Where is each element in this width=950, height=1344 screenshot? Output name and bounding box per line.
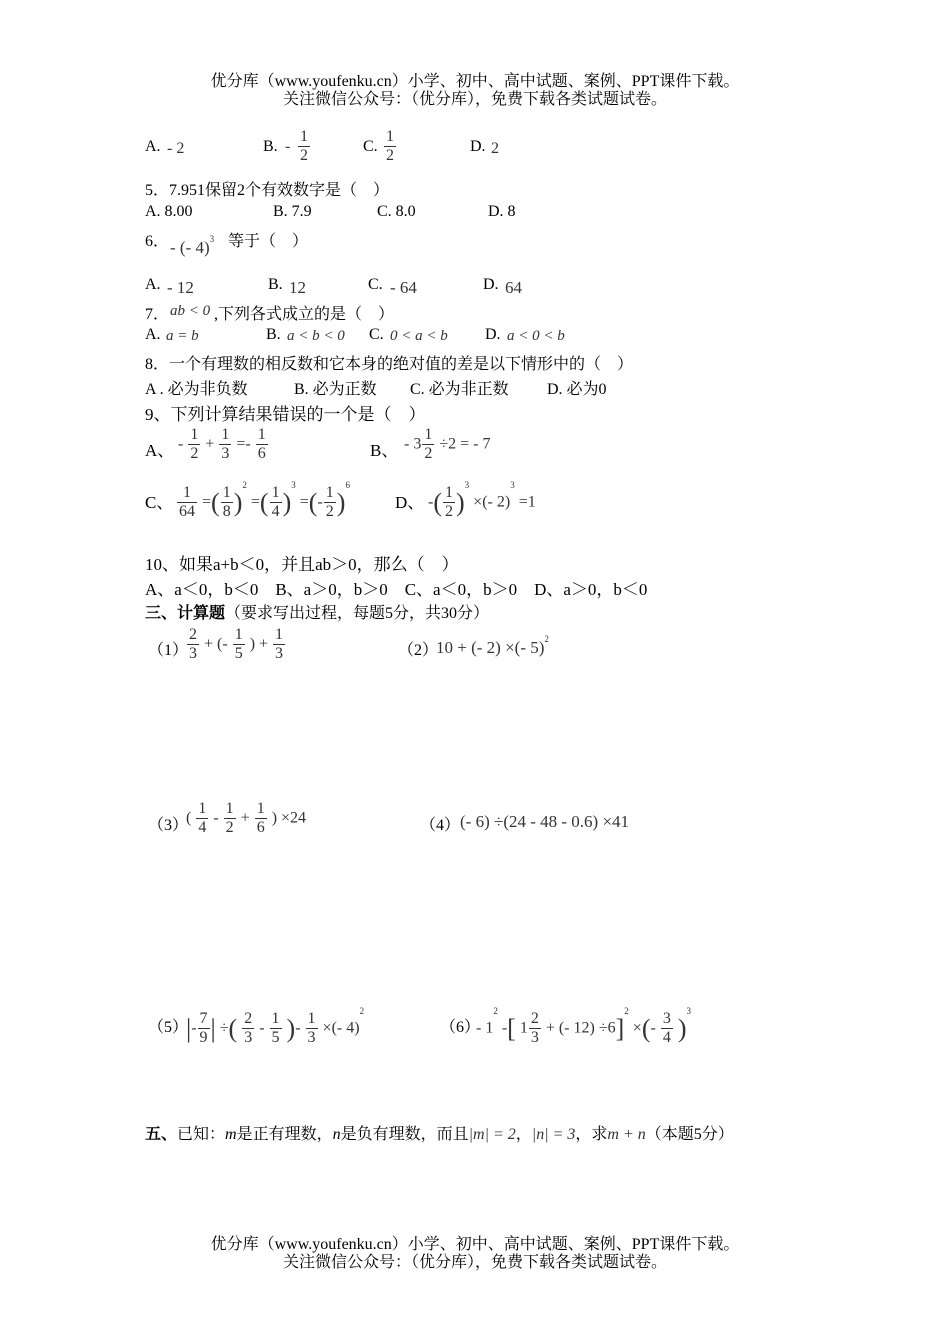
q8-option-c: C. 必为非正数 <box>410 381 509 398</box>
q8-option-a: A . 必为非负数 <box>145 381 248 398</box>
q7-condition: ab < 0 <box>170 303 211 319</box>
q7-d-value: a < 0 < b <box>507 328 565 344</box>
q4-a-value: - 2 <box>167 140 185 157</box>
q6-expression: - (- 4)$^3$ <box>170 234 215 257</box>
problem-3-label: （3） <box>148 817 189 834</box>
q6-b-value: 12 <box>289 278 306 297</box>
problem-1-expression: $\frac{2}{3}$ + (- $\frac{1}{5}$ ) + $\frac{1}{3}$ <box>189 626 284 663</box>
q7-c-value: 0 < a < b <box>390 328 448 344</box>
problem-4-expression: (- 6) ÷(24 - 48 - 0.6) ×41 <box>460 812 630 831</box>
q9-d-expression: -( $\frac{1}{2}$ )$^3$ ×(- 2)$^3$ =1 <box>428 480 536 521</box>
q6-d-value: 64 <box>505 278 522 297</box>
q7-a-label: A. <box>145 326 161 343</box>
q8-option-d: D. 必为0 <box>547 381 607 398</box>
q5-option-d: D. 8 <box>488 203 516 220</box>
q5-option-a: A. 8.00 <box>145 203 193 220</box>
q6-a-label: A. <box>145 276 161 293</box>
q4-b-label: B. <box>263 138 278 155</box>
q10-stem: 10、如果a+b＜0，并且ab＞0，那么（ ） <box>145 555 459 574</box>
q8-stem: 8．一个有理数的相反数和它本身的绝对值的差是以下情形中的（ ） <box>145 356 634 373</box>
header-line-2: 关注微信公众号：（优分库），免费下载各类试题试卷。 <box>282 91 667 108</box>
header-line-1: 优分库（www.youfenku.cn）小学、初中、高中试题、案例、PPT课件下载。 <box>210 73 740 90</box>
q9-stem: 9、下列计算结果错误的一个是（ ） <box>145 405 426 424</box>
q6-b-label: B. <box>268 276 283 293</box>
q6-c-value: - 64 <box>390 278 417 297</box>
q9-d-label: D、 <box>395 493 425 512</box>
q5-option-b: B. 7.9 <box>273 203 312 220</box>
q7-a-value: a = b <box>166 328 199 344</box>
section-3-heading: 三、计算题（要求写出过程，每题5分，共30分） <box>145 605 490 622</box>
q6-c-label: C. <box>368 276 383 293</box>
q9-b-expression: - 3 $\frac{1}{2}$ ÷2 = - 7 <box>404 426 491 463</box>
q9-c-label: C、 <box>145 493 174 512</box>
q6-d-label: D. <box>483 276 499 293</box>
q7-d-label: D. <box>485 326 501 343</box>
problem-3-expression: ( $\frac{1}{4}$ - $\frac{1}{2}$ + $\frac{1}{6}$ ) ×24 <box>186 800 307 837</box>
q7-tail: ,下列各式成立的是（ ） <box>214 306 395 323</box>
problem-6-label: （6） <box>440 1019 481 1036</box>
section-5-problem: 五、已知：m是正有理数，n是负有理数，而且|m| = 2，|n| = 3，求m + n（本题5分） <box>145 1126 734 1143</box>
q8-option-b: B. 必为正数 <box>294 381 377 398</box>
problem-6-expression: - $1^2$ -[ 1 $\frac{2}{3}$ + (- 12) ÷6]$^2$ ×(- $\frac{3}{4}$ )$^3$ <box>476 1006 691 1047</box>
problem-2-label: （2） <box>398 642 439 659</box>
q4-d-value: 2 <box>491 140 499 157</box>
q6-a-value: - 12 <box>167 278 194 297</box>
q4-b-fraction: $\frac{1}{2}$ <box>300 128 308 165</box>
q9-b-label: B、 <box>370 441 399 460</box>
q9-a-expression: - $\frac{1}{2}$ + $\frac{1}{3}$ =- $\frac{1}{6}$ <box>178 426 266 463</box>
q4-d-label: D. <box>470 138 486 155</box>
q7-c-label: C. <box>369 326 384 343</box>
problem-2-expression: 10 + (- 2) ×(- 5)$^2$ <box>436 634 549 657</box>
q10-options: A、a＜0，b＜0 B、a＞0，b＞0 C、a＜0，b＞0 D、a＞0，b＜0 <box>145 580 648 599</box>
q5-option-c: C. 8.0 <box>377 203 416 220</box>
problem-4-label: （4） <box>420 817 461 834</box>
q4-b-sign: - <box>285 138 291 155</box>
problem-5-expression: |- $\frac{7}{9}$ | ÷( $\frac{2}{3}$ - $\frac{1}{5}$ )- $\frac{1}{3}$ ×(- 4)$^2$ <box>186 1006 365 1047</box>
q7-b-label: B. <box>266 326 281 343</box>
problem-5-label: （5） <box>148 1019 189 1036</box>
q6-number: 6． <box>145 233 170 250</box>
q7-number: 7． <box>145 306 170 323</box>
footer-line-2: 关注微信公众号：（优分库），免费下载各类试题试卷。 <box>282 1254 667 1271</box>
q6-tail: 等于（ ） <box>228 233 309 250</box>
q9-a-label: A、 <box>145 441 175 460</box>
problem-1-label: （1） <box>148 642 189 659</box>
q9-c-expression: $\frac{1}{64}$ =( $\frac{1}{8}$ )$^2$ =( $\frac{1}{4}$ )$^3$ =(- $\frac{1}{2}$ )$^6$ <box>179 480 350 521</box>
footer-line-1: 优分库（www.youfenku.cn）小学、初中、高中试题、案例、PPT课件下载。 <box>210 1236 740 1253</box>
q5-stem: 5．7.951保留2个有效数字是（ ） <box>145 182 390 199</box>
q4-c-fraction: $\frac{1}{2}$ <box>386 128 394 165</box>
q7-b-value: a < b < 0 <box>287 328 345 344</box>
q4-c-label: C. <box>363 138 378 155</box>
q4-a-label: A. <box>145 138 161 155</box>
